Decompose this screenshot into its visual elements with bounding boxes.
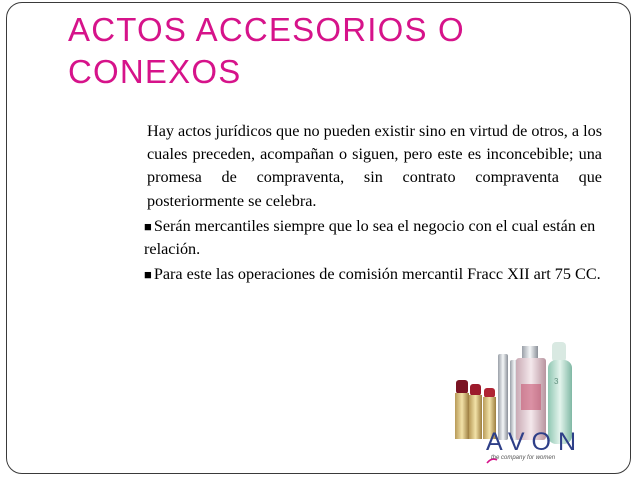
- bullet-item-1: [144, 215, 602, 261]
- avon-logo: AVON: [486, 428, 583, 456]
- logo-tagline: the company for women: [491, 455, 556, 461]
- slide-body: [144, 120, 602, 286]
- square-bullet-icon: ■: [144, 218, 152, 234]
- body-paragraph: Hay actos jurídicos que no pueden existir sino en virtud de otros, a los cuales preceden, acompañan o siguen, pero este es inconcebible; una promesa de compraventa, sin contrato compraventa que posteriormente se celebra.: [147, 122, 602, 210]
- bullet-item-2: [144, 263, 602, 286]
- square-bullet-icon: ■: [144, 267, 152, 283]
- slide-title: ACTOS ACCESORIOS O CONEXOS: [68, 11, 465, 90]
- bullet-text-2: Para este las operaciones de comisión mercantil Fracc XII art 75 CC.: [153, 265, 601, 284]
- svg-text:3: 3: [554, 377, 559, 386]
- bullet-text-1: Serán mercantiles siempre que lo sea el negocio con el cual están en relación.: [144, 216, 596, 259]
